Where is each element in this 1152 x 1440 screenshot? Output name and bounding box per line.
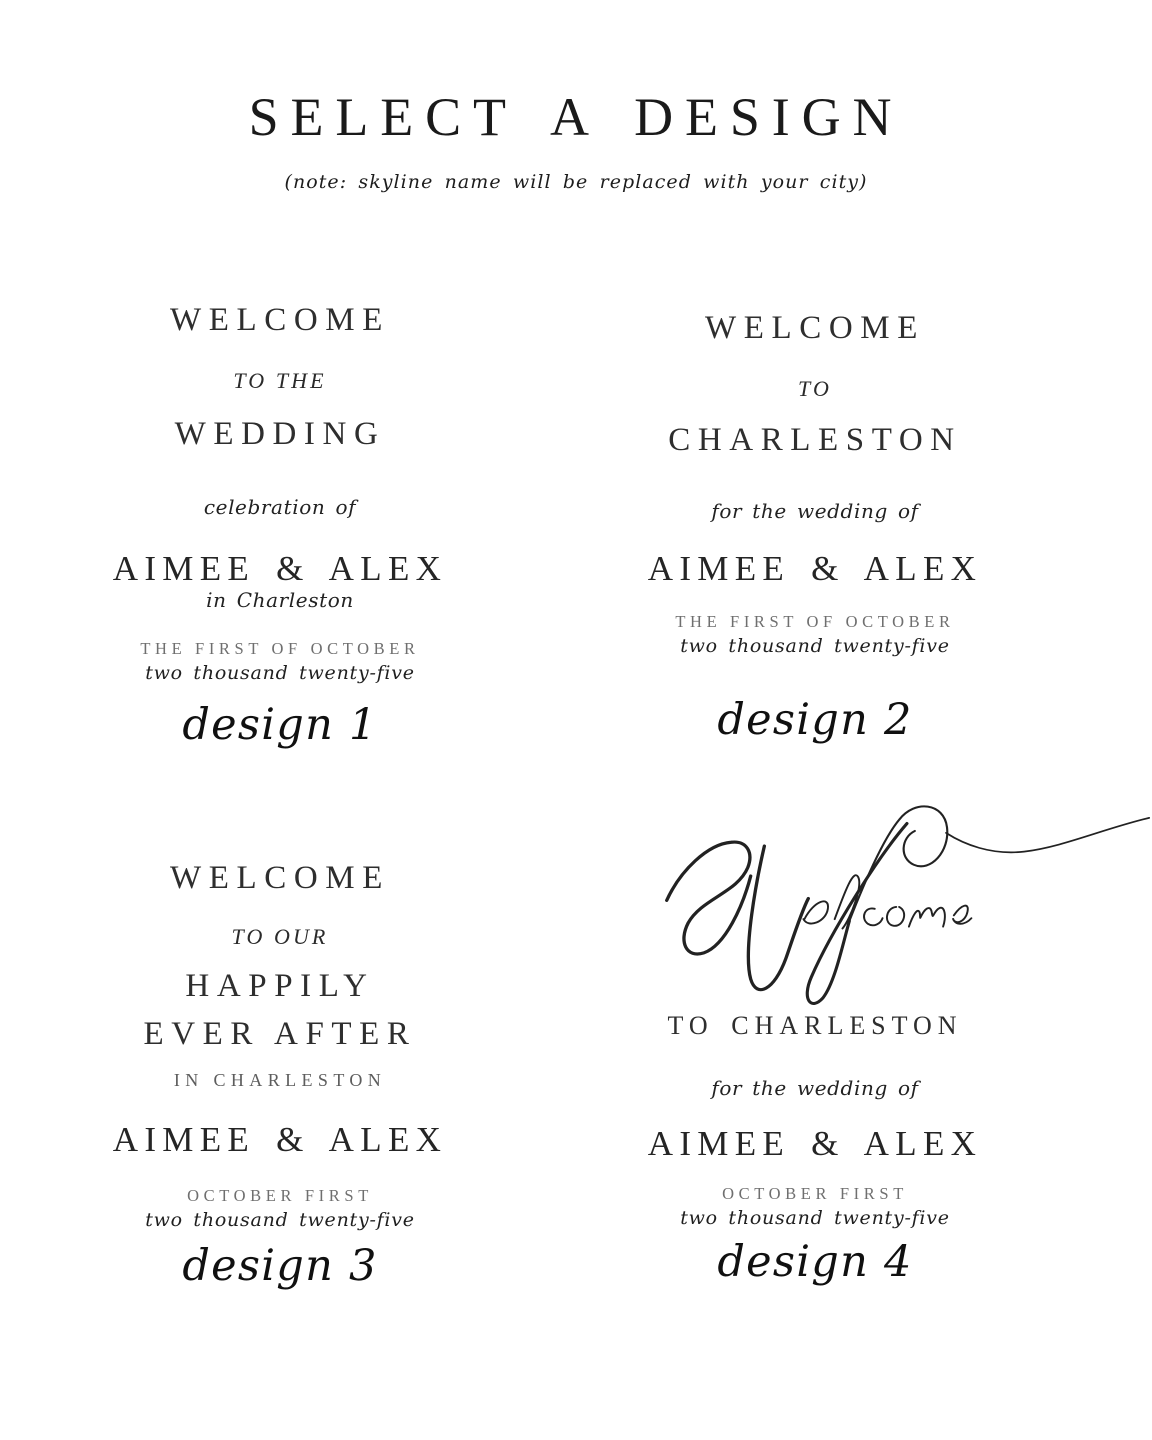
design3-names: AIMEE & ALEX [112,1120,448,1160]
page-title: SELECT A DESIGN [248,87,904,147]
design4-date-words: two thousand twenty-five [680,1207,950,1229]
design3-subject-line2: EVER AFTER [143,1015,417,1052]
design1-date-caps: THE FIRST OF OCTOBER [140,639,420,659]
design4-intro: for the wedding of [711,1076,919,1101]
design3-date-caps: OCTOBER FIRST [187,1185,373,1205]
design1-names: AIMEE & ALEX [112,548,448,588]
design1-date-words: two thousand twenty-five [145,662,415,685]
design3-date-words: two thousand twenty-five [145,1208,415,1231]
design3-to-line: TO OUR [231,924,329,950]
design1-subject: WEDDING [174,415,386,452]
design2-welcome: WELCOME [705,310,925,347]
skyline-note: (note: skyline name will be replaced with your city) [284,171,868,194]
design1-welcome: WELCOME [170,302,390,339]
design1-intro: celebration of [203,494,357,519]
design2-to-line: TO [798,376,832,402]
design-option-4[interactable] [575,772,1055,1291]
design3-location: IN CHARLESTON [173,1069,387,1090]
page-header [0,0,1152,193]
welcome-script-calligraphy-icon [655,786,1152,1011]
design4-caption: design 4 [717,1236,913,1287]
design1-caption: design 1 [182,700,378,751]
design4-subject: TO CHARLESTON [667,1011,963,1041]
design2-date-caps: THE FIRST OF OCTOBER [675,612,955,632]
design2-caption: design 2 [717,695,913,746]
design1-location: in Charleston [206,588,354,613]
design4-date-caps: OCTOBER FIRST [722,1184,908,1204]
design2-date-words: two thousand twenty-five [680,635,950,658]
design3-caption: design 3 [182,1240,378,1291]
design-option-2[interactable] [575,292,1055,772]
design2-names: AIMEE & ALEX [647,548,983,588]
design2-subject: CHARLESTON [668,421,962,458]
design-option-3[interactable] [40,772,520,1291]
design4-names: AIMEE & ALEX [647,1124,983,1164]
design-grid [40,292,1152,1291]
design3-subject-line1: HAPPILY [185,967,375,1004]
design3-welcome: WELCOME [170,860,390,897]
design1-to-line: TO THE [233,368,327,394]
design2-intro: for the wedding of [711,498,919,523]
design-option-1[interactable] [40,292,520,772]
